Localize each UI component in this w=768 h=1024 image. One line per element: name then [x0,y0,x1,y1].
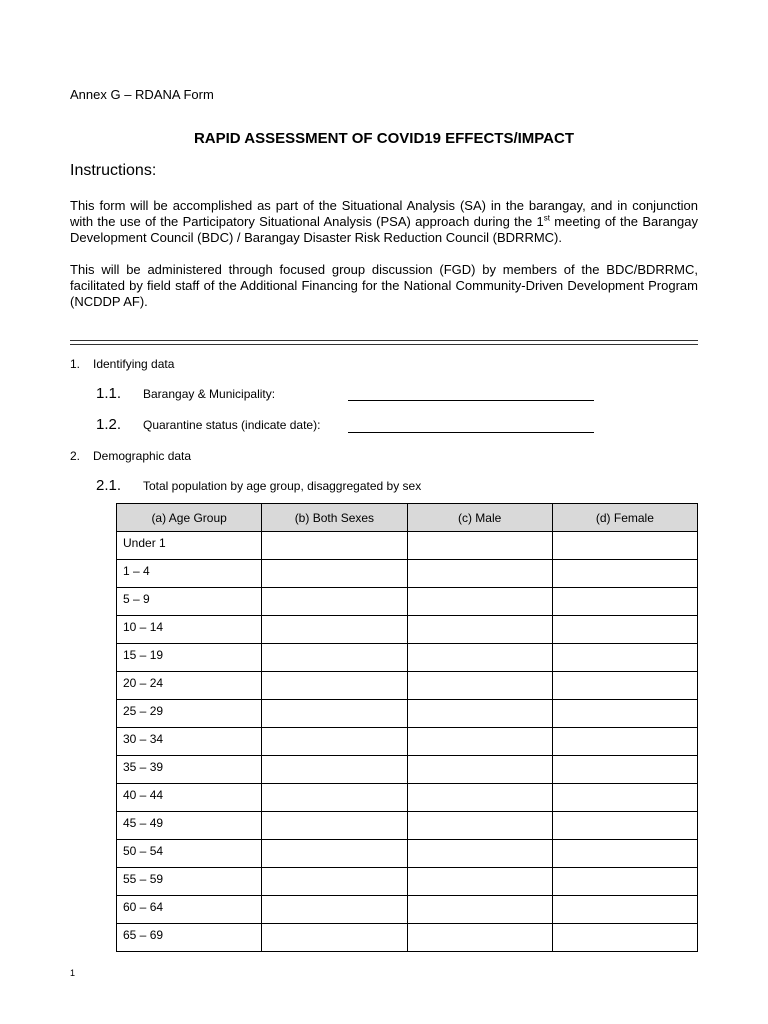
age-group-cell: 40 – 44 [117,784,262,812]
female-cell[interactable] [552,728,697,756]
section-number: 2. [70,449,81,463]
age-group-cell: 20 – 24 [117,672,262,700]
both-sexes-cell[interactable] [262,840,407,868]
male-cell[interactable] [407,840,552,868]
paragraph-1-text-a: This form will be accomplished as part of the Situational Analysis (SA) in the barangay, and in conjunction with the use of the Participatory Situational Analysis (PSA) approach during the 1 [70,198,698,229]
table-row [117,868,698,896]
female-cell[interactable] [552,700,697,728]
table-header-row [117,504,698,532]
age-group-cell: 60 – 64 [117,896,262,924]
female-cell[interactable] [552,840,697,868]
subsection-number: 1.1. [96,385,122,402]
male-cell[interactable] [407,728,552,756]
subsection-label: Barangay & Municipality: [143,387,276,401]
section-identifying-data [70,357,174,371]
both-sexes-cell[interactable] [262,672,407,700]
header-male: (c) Male [407,504,552,532]
header-age-group: (a) Age Group [117,504,262,532]
table-row [117,532,698,560]
table-row [117,812,698,840]
instructions-paragraph-1 [70,198,698,246]
instructions-heading: Instructions: [70,162,157,179]
header-both-sexes: (b) Both Sexes [262,504,407,532]
table-row [117,588,698,616]
female-cell[interactable] [552,756,697,784]
both-sexes-cell[interactable] [262,616,407,644]
age-group-cell: 1 – 4 [117,560,262,588]
page-number: 1 [70,968,76,978]
ordinal-superscript: st [543,213,550,223]
female-cell[interactable] [552,532,697,560]
female-cell[interactable] [552,784,697,812]
age-group-cell: 10 – 14 [117,616,262,644]
table-row [117,700,698,728]
both-sexes-cell[interactable] [262,812,407,840]
age-group-cell: 45 – 49 [117,812,262,840]
female-cell[interactable] [552,644,697,672]
male-cell[interactable] [407,644,552,672]
both-sexes-cell[interactable] [262,532,407,560]
male-cell[interactable] [407,700,552,728]
male-cell[interactable] [407,896,552,924]
quarantine-status-field[interactable] [348,432,594,433]
age-group-cell: 15 – 19 [117,644,262,672]
both-sexes-cell[interactable] [262,756,407,784]
table-row [117,728,698,756]
barangay-municipality-field[interactable] [348,400,594,401]
age-group-cell: Under 1 [117,532,262,560]
population-table [116,503,698,952]
both-sexes-cell[interactable] [262,868,407,896]
age-group-cell: 65 – 69 [117,924,262,952]
instructions-paragraph-2: This will be administered through focused group discussion (FGD) by members of the BDC/BDRRMC, facilitated by field staff of the Additional Financing for the National Community-Driven Development Program (NCDDP AF). [70,262,698,309]
both-sexes-cell[interactable] [262,784,407,812]
table-row [117,756,698,784]
both-sexes-cell[interactable] [262,728,407,756]
both-sexes-cell[interactable] [262,644,407,672]
male-cell[interactable] [407,560,552,588]
section-number: 1. [70,357,81,371]
both-sexes-cell[interactable] [262,560,407,588]
both-sexes-cell[interactable] [262,896,407,924]
male-cell[interactable] [407,588,552,616]
female-cell[interactable] [552,560,697,588]
age-group-cell: 55 – 59 [117,868,262,896]
section-divider [70,340,698,345]
table-row [117,560,698,588]
section-demographic-data [70,449,191,463]
subsection-barangay-municipality [96,385,275,402]
male-cell[interactable] [407,868,552,896]
male-cell[interactable] [407,616,552,644]
female-cell[interactable] [552,896,697,924]
both-sexes-cell[interactable] [262,924,407,952]
subsection-quarantine-status [96,416,320,433]
male-cell[interactable] [407,672,552,700]
table-row [117,896,698,924]
age-group-cell: 50 – 54 [117,840,262,868]
both-sexes-cell[interactable] [262,588,407,616]
male-cell[interactable] [407,924,552,952]
page-title: RAPID ASSESSMENT OF COVID19 EFFECTS/IMPACT [193,130,575,147]
subsection-label: Quarantine status (indicate date): [143,418,321,432]
table-row [117,784,698,812]
table-row [117,924,698,952]
subsection-number: 2.1. [96,477,122,494]
section-label: Demographic data [93,449,192,463]
male-cell[interactable] [407,532,552,560]
female-cell[interactable] [552,868,697,896]
male-cell[interactable] [407,812,552,840]
table-row [117,644,698,672]
male-cell[interactable] [407,756,552,784]
age-group-cell: 30 – 34 [117,728,262,756]
subsection-total-population [96,477,421,494]
table-row [117,616,698,644]
subsection-number: 1.2. [96,416,122,433]
male-cell[interactable] [407,784,552,812]
age-group-cell: 5 – 9 [117,588,262,616]
age-group-cell: 25 – 29 [117,700,262,728]
subsection-label: Total population by age group, disaggregated by sex [143,479,422,493]
paragraph-1-text-b: meeting of the Barangay Development Council (BDC) / Barangay Disaster Risk Reduction Council (BDRRMC). [70,214,698,245]
header-female: (d) Female [552,504,697,532]
female-cell[interactable] [552,672,697,700]
female-cell[interactable] [552,812,697,840]
annex-label: Annex G – RDANA Form [70,87,214,102]
both-sexes-cell[interactable] [262,700,407,728]
section-label: Identifying data [93,357,175,371]
table-row [117,840,698,868]
female-cell[interactable] [552,924,697,952]
table-row [117,672,698,700]
female-cell[interactable] [552,588,697,616]
female-cell[interactable] [552,616,697,644]
age-group-cell: 35 – 39 [117,756,262,784]
